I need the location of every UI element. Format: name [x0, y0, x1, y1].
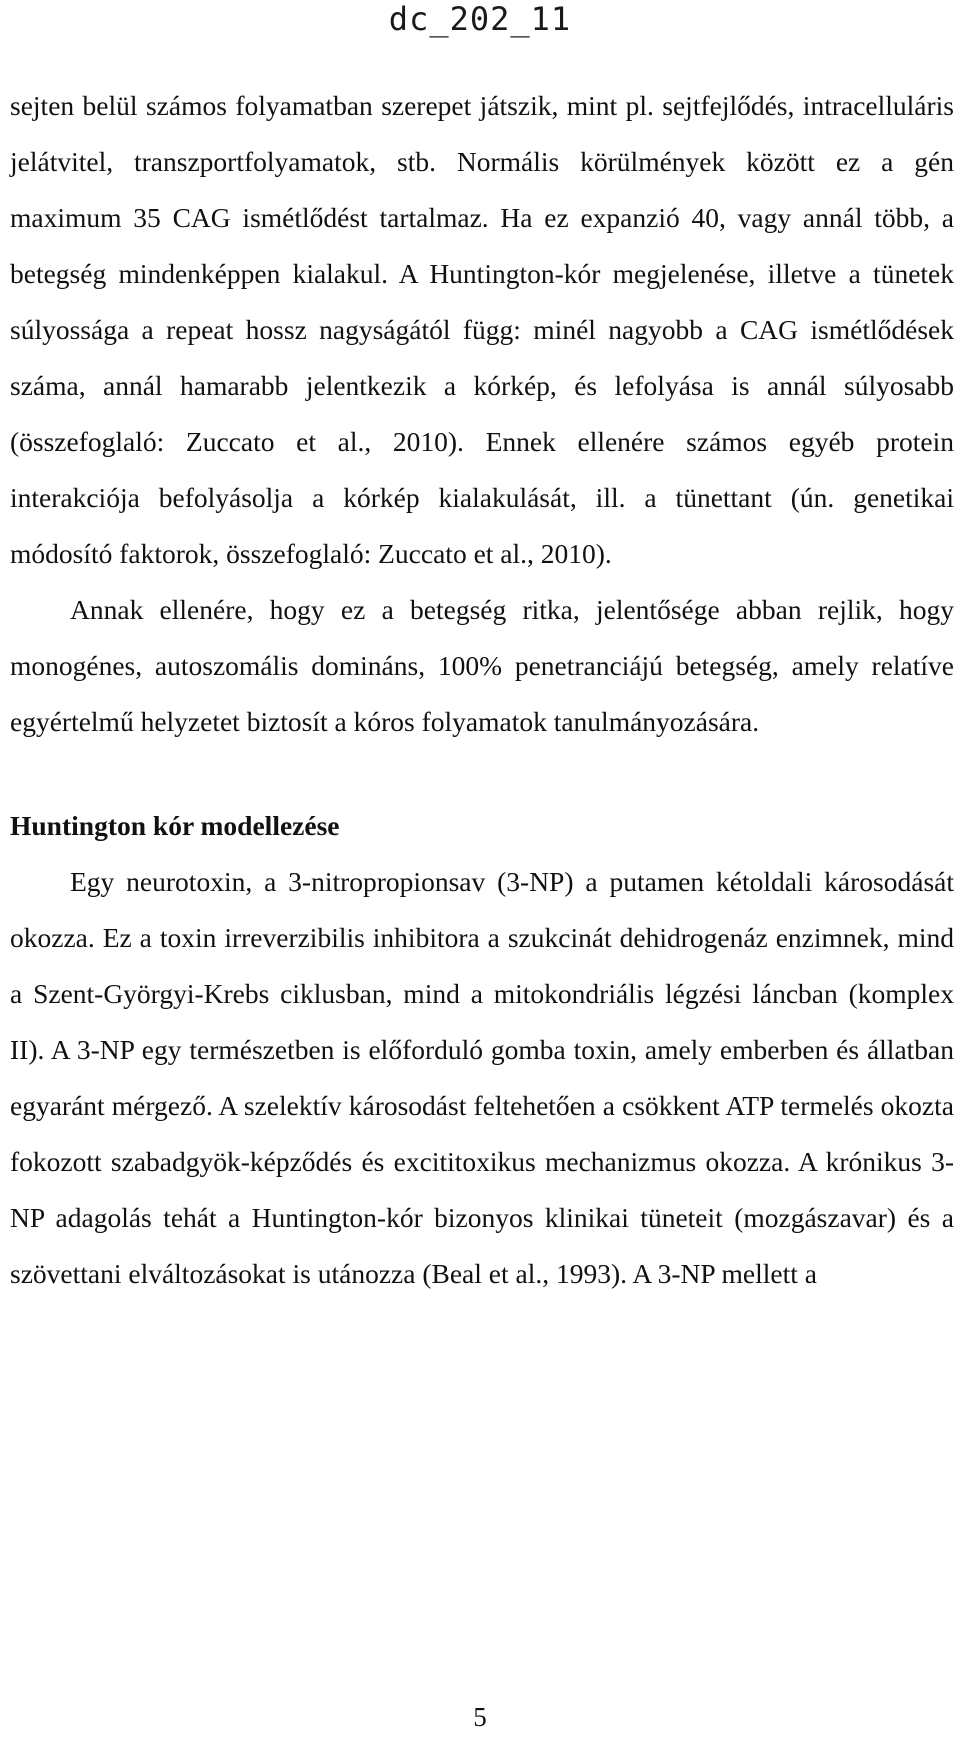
section-heading: Huntington kór modellezése — [10, 810, 340, 841]
body-paragraph-3: Egy neurotoxin, a 3-nitropropionsav (3-NP) a putamen kétoldali károsodását okozza. Ez a toxin irreverzibilis inhibitora a szukcinát dehidrogenáz enzimnek, mind a Szent-Györgyi-Krebs ciklusban, mind a mitokondriális légzési láncban (komplex II). A 3-NP egy természetben is előforduló gomba toxin, amely emberben és állatban egyaránt mérgező. A szelektív károsodást feltehetően a csökkent ATP termelés okozta fokozott szabadgyök-képződés és excititoxikus mechanizmus okozza. A krónikus 3-NP adagolás tehát a Huntington-kór bizonyos klinikai tüneteit (mozgászavar) és a szövettani elváltozásokat is utánozza (Beal et al., 1993). A 3-NP mellett a — [10, 866, 954, 1289]
body-paragraph-2: Annak ellenére, hogy ez a betegség ritka, jelentősége abban rejlik, hogy monogénes, autoszomális domináns, 100% penetranciájú betegség, amely relatíve egyértelmű helyzetet biztosít a kóros folyamatok tanulmányozására. — [10, 594, 954, 737]
page-number: 5 — [473, 1702, 487, 1732]
document-code-header: dc_202_11 — [388, 0, 572, 38]
document-body — [10, 78, 954, 1302]
body-paragraph-1: sejten belül számos folyamatban szerepet játszik, mint pl. sejtfejlődés, intracelluláris jelátvitel, transzportfolyamatok, stb. Normális körülmények között ez a gén maximum 35 CAG ismétlődést tartalmaz. Ha ez expanzió 40, vagy annál több, a betegség mindenképpen kialakul. A Huntington-kór megjelenése, illetve a tünetek súlyossága a repeat hossz nagyságától függ: minél nagyobb a CAG ismétlődések száma, annál hamarabb jelentkezik a kórkép, és lefolyása is annál súlyosabb (összefoglaló: Zuccato et al., 2010). Ennek ellenére számos egyéb protein interakciója befolyásolja a kórkép kialakulását, ill. a tünettant (ún. genetikai módosító faktorok, összefoglaló: Zuccato et al., 2010). — [10, 90, 954, 569]
